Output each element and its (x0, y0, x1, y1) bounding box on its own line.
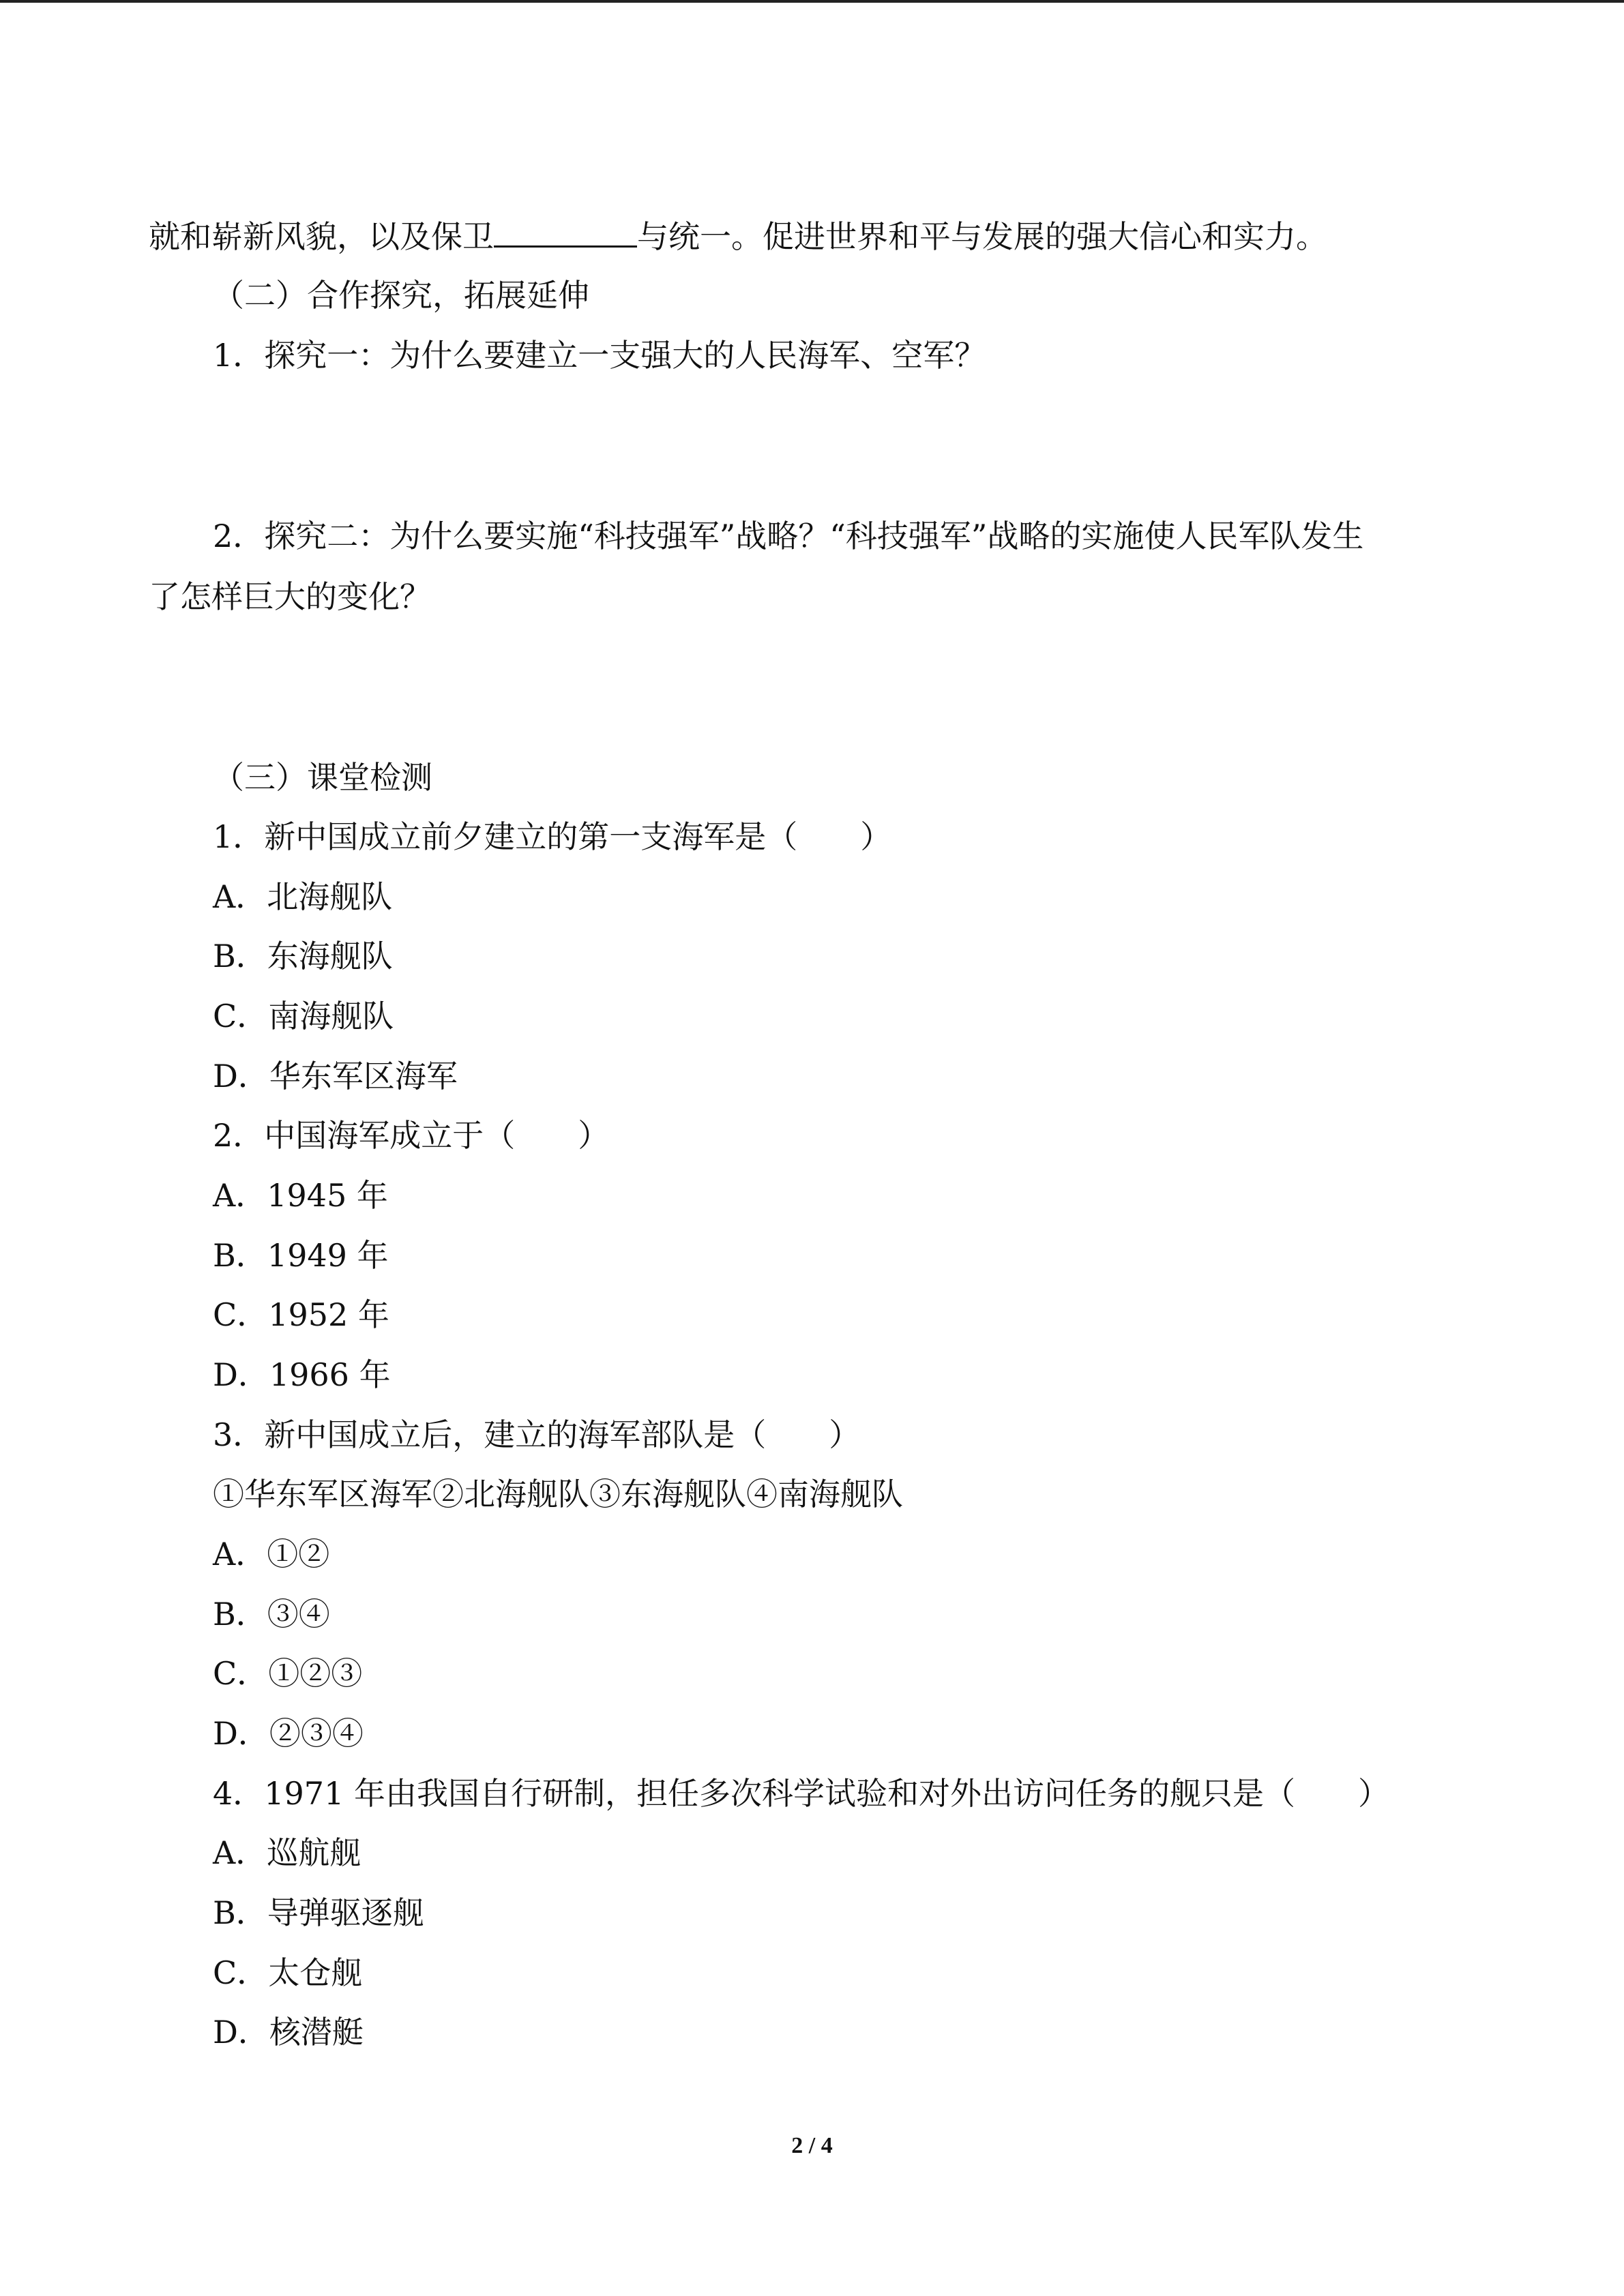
quiz-question-3-option-c: C．①②③ (213, 1655, 363, 1692)
explore-question-2-line2: 了怎样巨大的变化？ (149, 578, 431, 615)
quiz-question-4-option-a: A．巡航舰 (213, 1834, 361, 1871)
intro-paragraph (149, 215, 1327, 257)
quiz-question-3-stem: 3．新中国成立后，建立的海军部队是（ ） (213, 1416, 861, 1453)
quiz-question-4-option-c: C．太仓舰 (213, 1954, 363, 1991)
page-number: 2 / 4 (791, 2133, 833, 2158)
explore-question-1: 1．探究一：为什么要建立一支强大的人民海军、空军？ (213, 337, 986, 374)
quiz-question-1-option-b: B．东海舰队 (213, 938, 393, 974)
quiz-question-3-option-d: D．②③④ (213, 1715, 364, 1752)
quiz-question-1-option-d: D．华东军区海军 (213, 1058, 458, 1094)
quiz-question-3-option-a: A．①② (213, 1536, 330, 1572)
quiz-question-2-option-c: C．1952 年 (213, 1296, 389, 1333)
quiz-question-2-option-d: D．1966 年 (213, 1356, 391, 1393)
explore-question-2-line1: 2．探究二：为什么要实施“科技强军”战略？“科技强军”战略的实施使人民军队发生 (213, 518, 1364, 554)
intro-text-after: 与统一。促进世界和平与发展的强大信心和实力。 (637, 218, 1327, 255)
intro-text-before: 就和崭新风貌，以及保卫 (149, 218, 494, 255)
section2-heading: （二）合作探究，拓展延伸 (213, 277, 589, 314)
section3-heading: （三）课堂检测 (213, 759, 432, 796)
page-top-border (0, 0, 1624, 3)
quiz-question-4-option-d: D．核潜艇 (213, 2014, 364, 2051)
quiz-question-3-sub: ①华东军区海军②北海舰队③东海舰队④南海舰队 (213, 1476, 903, 1512)
quiz-question-1-stem: 1．新中国成立前夕建立的第一支海军是（ ） (213, 818, 892, 855)
quiz-question-2-option-b: B．1949 年 (213, 1237, 389, 1274)
quiz-question-2-stem: 2．中国海军成立于（ ） (213, 1117, 610, 1154)
quiz-question-1-option-a: A．北海舰队 (213, 878, 393, 915)
quiz-question-4-option-b: B．导弹驱逐舰 (213, 1894, 424, 1931)
quiz-question-2-option-a: A．1945 年 (213, 1177, 388, 1214)
quiz-question-3-option-b: B．③④ (213, 1596, 330, 1632)
quiz-question-1-option-c: C．南海舰队 (213, 998, 394, 1034)
quiz-question-4-stem: 4．1971 年由我国自行研制，担任多次科学试验和对外出访问任务的舰只是（ ） (213, 1775, 1389, 1812)
fill-in-blank[interactable] (494, 215, 637, 248)
